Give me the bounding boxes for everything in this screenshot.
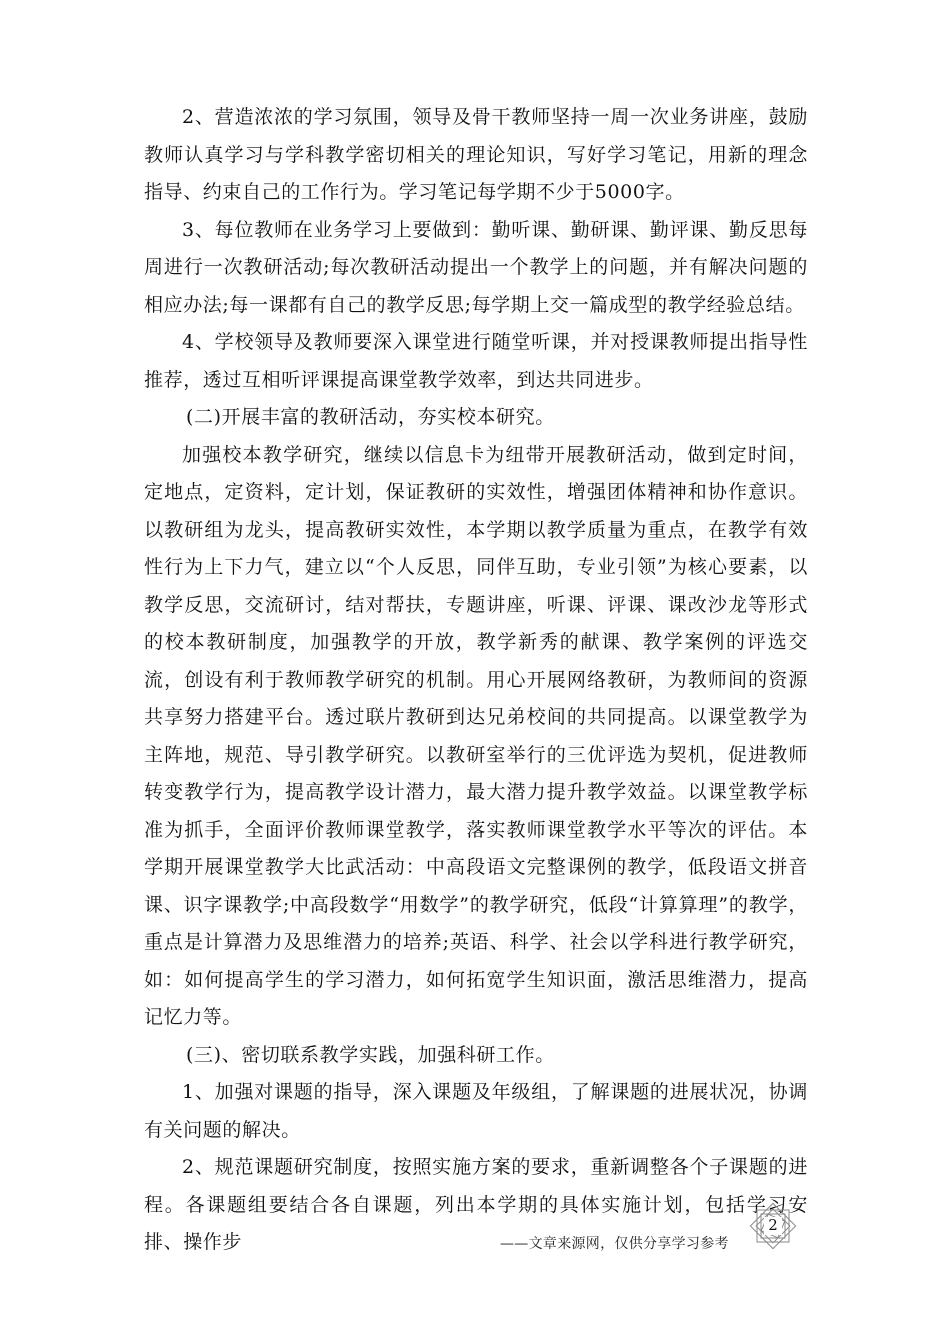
paragraph-study-atmosphere: 2、营造浓浓的学习氛围，领导及骨干教师坚持一周一次业务讲座，鼓励教师认真学习与学科教学密切相关的理论知识，写好学习笔记，用新的理念指导、约束自己的工作行为。学习笔记每学期不少于5000字。 (144, 106, 808, 203)
section-heading-scientific-research: (三)、密切联系教学实践，加强科研工作。 (186, 1043, 555, 1066)
paragraph-classroom-observation: 4、学校领导及教师要深入课堂进行随堂听课，并对授课教师提出指导性推荐，透过互相听评课提高课堂教学效率，到达共同进步。 (144, 331, 808, 391)
paragraph-teacher-requirements: 3、每位教师在业务学习上要做到：勤听课、勤研课、勤评课、勤反思每周进行一次教研活动;每次教研活动提出一个教学上的问题，并有解决问题的相应办法;每一课都有自己的教学反思;每学期上交一篇成型的教学经验总结。 (144, 218, 808, 316)
paragraph-project-standards: 2、规范课题研究制度，按照实施方案的要求，重新调整各个子课题的进程。各课题组要结合各自课题，列出本学期的具体实施计划，包括学习安排、操作步 (144, 1156, 808, 1253)
page-number-badge (748, 1201, 798, 1251)
paragraph-project-guidance: 1、加强对课题的指导，深入课题及年级组，了解课题的进展状况，协调有关问题的解决。 (144, 1081, 808, 1141)
page-number: 2 (768, 1216, 778, 1234)
document-body (144, 99, 808, 1262)
footer-source-note: ——文章来源网，仅供分享学习参考 (500, 1236, 729, 1252)
paragraph-school-research: 加强校本教学研究，继续以信息卡为纽带开展教研活动，做到定时间，定地点，定资料，定计划，保证教研的实效性，增强团体精神和协作意识。以教研组为龙头，提高教研实效性，本学期以教学质量为重点，在教学有效性行为上下力气，建立以“个人反思，同伴互助，专业引领”为核心要素，以教学反思，交流研讨，结对帮扶，专题讲座，听课、评课、课改沙龙等形式的校本教研制度，加强教学的开放，教学新秀的献课、教学案例的评选交流，创设有利于教师教学研究的机制。用心开展网络教研，为教师间的资源共享努力搭建平台。透过联片教研到达兄弟校间的共同提高。以课堂教学为主阵地，规范、导引教学研究。以教研室举行的三优评选为契机，促进教师转变教学行为，提高教学设计潜力，最大潜力提升教学效益。以课堂教学标准为抓手，全面评价教师课堂教学，落实教师课堂教学水平等次的评估。本学期开展课堂教学大比武活动：中高段语文完整课例的教学，低段语文拼音课、识字课教学;中高段数学“用数学”的教学研究，低段“计算算理”的教学，重点是计算潜力及思维潜力的培养;英语、科学、社会以学科进行教学研究，如：如何提高学生的学习潜力，如何拓宽学生知识面，激活思维潜力，提高记忆力等。 (144, 443, 808, 1028)
section-heading-teaching-research: (二)开展丰富的教研活动，夯实校本研究。 (186, 406, 555, 428)
